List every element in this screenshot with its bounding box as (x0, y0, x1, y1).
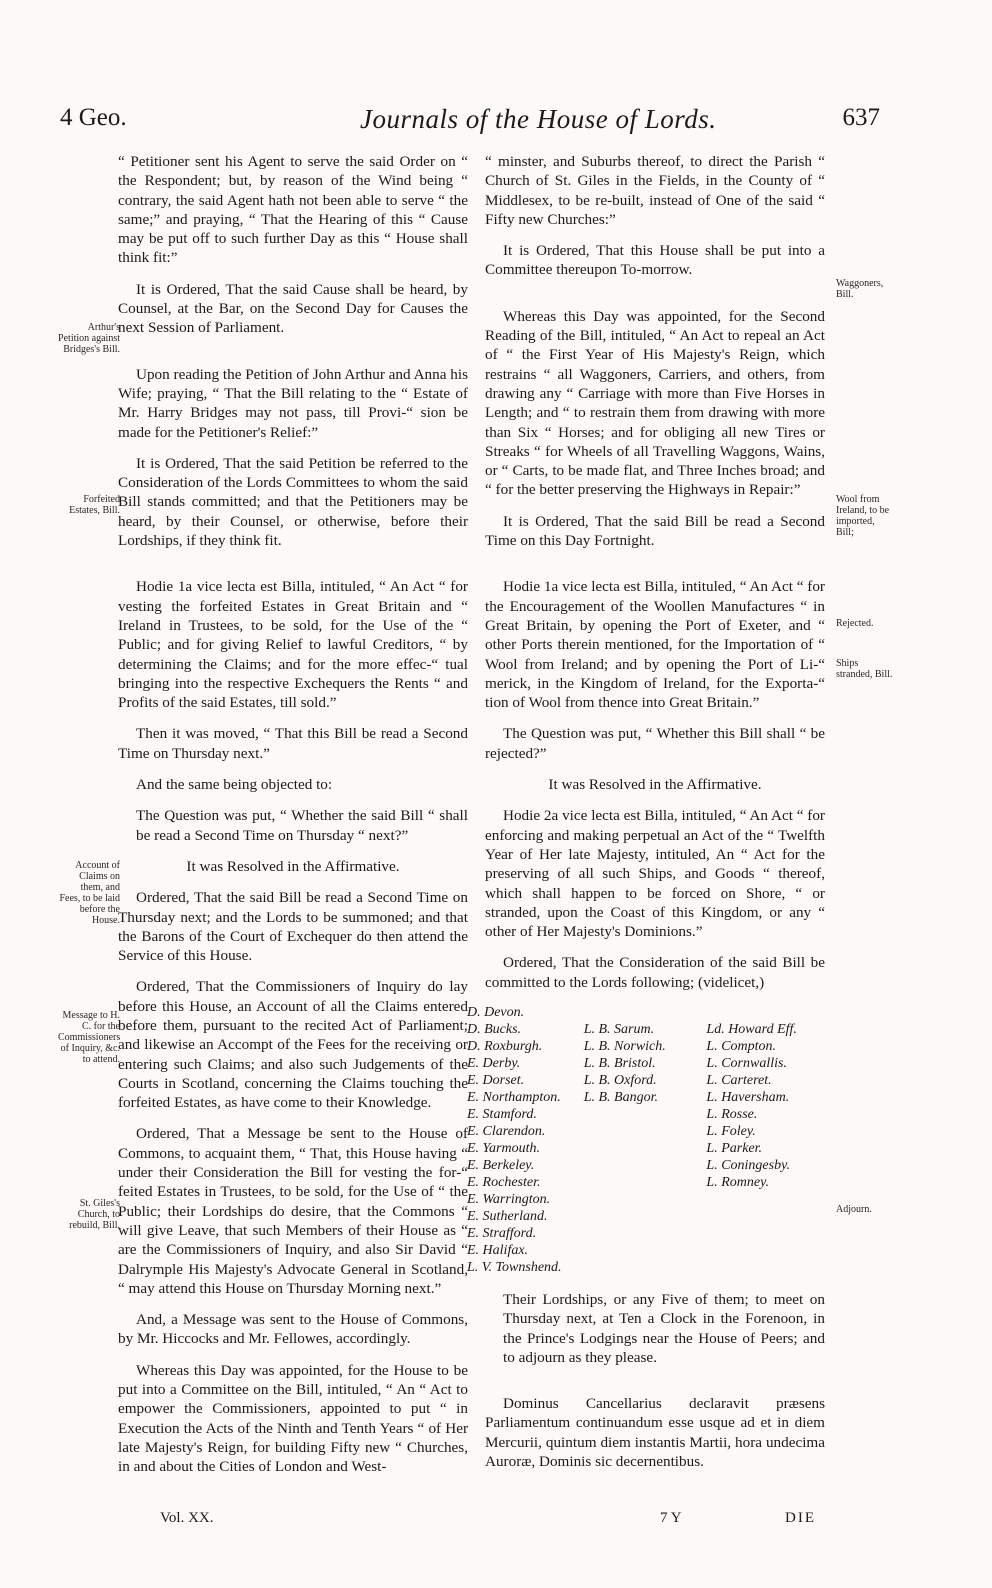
lord-entry: E. Warrington. (467, 1191, 551, 1207)
divider (118, 562, 468, 563)
paragraph: It was Resolved in the Affirmative. (186, 857, 400, 875)
paragraph: Hodie 1a vice lecta est Billa, intituled, “ An Act “ for the Encouragement of the Woollen Manufactures “ in Great Britain, by opening the Port of Exeter, and “ other Ports therein mentioned, for the Importation of “ Wool from Ireland; and by opening the Port of Li-“ merick, in the Kingdom of Ireland, for the Exporta-“ tion of Wool from thence into Great Britain.” (485, 578, 825, 712)
lord-entry: L. Carteret. (706, 1072, 772, 1088)
page-header (60, 104, 880, 144)
paragraph: Hodie 1a vice lecta est Billa, intituled, “ An Act “ for vesting the forfeited Estates in Great Britain and “ Ireland in Trustees, to be sold, for the Use of the “ Public; and for giving Relief to lawful Creditors, “ by determining the Claims; and for the more effec-“ tual bringing into the respective Exchequers the Rents “ and Profits of the said Estates, till sold.” (118, 578, 468, 712)
lord-entry: L. B. Bangor. (583, 1089, 658, 1105)
margin-note: Rejected. (836, 618, 874, 629)
lord-entry: L. Romney. (706, 1174, 770, 1190)
paragraph: It is Ordered, That the said Bill be read a Second Time on this Day Fortnight. (485, 512, 825, 550)
lord-entry: E. Halifax. (467, 1242, 529, 1258)
paragraph: Their Lordships, or any Five of them; to meet on Thursday next, at Ten a Clock in the Forenoon, in the Prince's Lodgings near the House of Peers; and to adjourn as they please. (503, 1290, 825, 1366)
lord-entry: L. Haversham. (706, 1089, 790, 1105)
lord-entry: L. Foley. (706, 1123, 756, 1139)
lord-entry: E. Derby. (467, 1055, 521, 1071)
paragraph: “ minster, and Suburbs thereof, to direct the Parish “ Church of St. Giles in the Fields, in the County of “ Middlesex, to be re-built, instead of One of the said “ Fifty new Churches:” (485, 153, 825, 228)
paragraph: The Question was put, “ Whether the said Bill “ shall be read a Second Time on Thursday “ next?” (136, 807, 468, 844)
paragraph: It is Ordered, That the said Petition be referred to the Consideration of the Lords Committees to whom the said Bill stands committed; and that the Petitioners may be heard, by their Counsel, or otherwise, before their Lordships, if they think fit. (118, 454, 468, 550)
lord-entry: E. Strafford. (467, 1225, 537, 1241)
catchword: DIE (785, 1510, 816, 1526)
paragraph: “ Petitioner sent his Agent to serve the said Order on “ the Respondent; but, by reason of the Wind being “ contrary, the said Agent hath not been able to serve “ the same;” and praying, “ That the Hearing of this “ Cause may be put off to such further Day as this “ House shall think fit:” (118, 153, 468, 267)
lord-entry: D. Roxburgh. (467, 1038, 543, 1054)
lord-entry: D. Bucks. (467, 1021, 522, 1037)
margin-note: Ships stranded, Bill. (836, 658, 893, 680)
lords-column (700, 1004, 825, 1276)
paragraph: And, a Message was sent to the House of Commons, by Mr. Hiccocks and Mr. Fellowes, accordingly. (118, 1311, 468, 1348)
lord-entry: E. Northampton. (467, 1089, 561, 1105)
lord-entry: L. Parker. (706, 1140, 763, 1156)
lords-column (467, 1004, 576, 1276)
lord-entry: L. Rosse. (706, 1106, 758, 1122)
lord-entry: E. Clarendon. (467, 1123, 546, 1139)
journal-title: Journals of the House of Lords. (360, 104, 717, 134)
paragraph: Ordered, That the Consideration of the said Bill be committed to the Lords following; (videlicet,) (485, 954, 825, 991)
signature-mark: 7 Y (660, 1510, 682, 1526)
paragraph: It is Ordered, That this House shall be put into a Committee thereupon To-morrow. (485, 242, 825, 279)
lord-entry: L. B. Sarum. (583, 1021, 655, 1037)
right-column (467, 152, 825, 1483)
lord-entry: E. Yarmouth. (467, 1140, 541, 1156)
paragraph: Ordered, That the Commissioners of Inquiry do lay before this House, an Account of all the Claims entered before them, pursuant to the recited Act of Parliament; and likewise an Accompt of the Fees for the receiving or entering such Claims; and also such Judgements of the Courts in Scotland, concerning the Claims touching the forfeited Estates, as have come to their Knowledge. (118, 978, 468, 1112)
paragraph: Whereas this Day was appointed, for the Second Reading of the Bill, intituled, “ An Act to repeal an Act of “ the First Year of His Majesty's Reign, which restrains “ all Waggoners, Carriers, and others, from drawing any “ Carriage with more than Five Horses in Length; and “ to restrain them from drawing with more than Six “ Horses; and for obliging all new Tires or Streaks “ for Wheels of all Travelling Waggons, Wains, or “ Carts, to be made flat, and Three Inches broad; and “ for the better preserving the Highways in Repair:” (485, 307, 825, 499)
committee-lords-list (467, 1004, 825, 1276)
margin-note: Waggoners, Bill. (836, 278, 884, 300)
left-column (118, 152, 468, 1489)
margin-note: Message to H. C. for the Commissioners of Inquiry, &c. to attend. (58, 1010, 121, 1065)
lords-column (584, 1004, 693, 1276)
divider (485, 562, 825, 563)
divider (118, 350, 468, 351)
margin-note: Wool from Ireland, to be imported, Bill; (836, 494, 890, 538)
paragraph: It was Resolved in the Affirmative. (548, 776, 762, 794)
paragraph: And the same being objected to: (136, 776, 333, 794)
lord-entry: E. Berkeley. (467, 1157, 535, 1173)
lord-entry: Ld. Howard Eff. (706, 1021, 797, 1037)
lord-entry: E. Dorset. (467, 1072, 525, 1088)
paragraph: Then it was moved, “ That this Bill be read a Second Time on Thursday next.” (118, 725, 468, 762)
paragraph: Whereas this Day was appointed, for the House to be put into a Committee on the Bill, intituled, “ An “ Act to empower the Commissioners, appointed to put “ in Execution the Acts of the Ninth and Tenth Years “ of Her late Majesty's Reign, for building Fifty new “ Churches, in and about the Cities of London and West- (118, 1361, 468, 1476)
paragraph: The Question was put, “ Whether this Bill shall “ be rejected?” (485, 725, 825, 762)
lord-entry: D. Devon. (467, 1004, 525, 1020)
divider (485, 292, 825, 293)
lord-entry: L. Coningesby. (706, 1157, 791, 1173)
margin-note: St. Giles's Church, to rebuild, Bill. (69, 1198, 120, 1231)
paragraph: Ordered, That a Message be sent to the House of Commons, to acquaint them, “ That, this House having “ under their Consideration the Bill for vesting the for-“ feited Estates in Trustees, to be sold, for the Use of “ the Public; their Lordships do desire, that the Commons “ will give Leave, that such Members of their House as “ are the Commissioners of Inquiry, and also Sir David “ Dalrymple His Majesty's Advocate General in Scotland, “ may attend this House on Thursday Morning next.” (118, 1125, 468, 1297)
paragraph: Ordered, That the said Bill be read a Second Time on Thursday next; and the Lords to be summoned; and that the Barons of the Court of Exchequer do then attend the Service of this House. (118, 889, 468, 965)
margin-note: Adjourn. (836, 1204, 872, 1215)
lord-entry: L. Cornwallis. (706, 1055, 787, 1071)
lord-entry: E. Stamford. (467, 1106, 537, 1122)
margin-note: Arthur's Petition against Bridges's Bill. (58, 322, 120, 355)
lord-entry: L. B. Bristol. (583, 1055, 656, 1071)
divider (485, 1379, 825, 1380)
paragraph: Upon reading the Petition of John Arthur and Anna his Wife; praying, “ That the Bill relating to the “ Estate of Mr. Harry Bridges may not pass, till Provi-“ sion be made for the Petitioner's Relief:” (118, 365, 468, 441)
lord-entry: L. B. Oxford. (583, 1072, 657, 1088)
paragraph: Dominus Cancellarius declaravit præsens Parliamentum continuandum esse usque ad et in diem Mercurii, quintum diem instantis Martii, hora undecima Auroræ, Dominis sic decernentibus. (485, 1395, 825, 1471)
paragraph: It is Ordered, That the said Cause shall be heard, by Counsel, at the Bar, on the Second Day for Causes the next Session of Parliament. (118, 280, 468, 337)
reign-label: 4 Geo. (60, 104, 127, 131)
lord-entry: L. V. Townshend. (467, 1259, 562, 1275)
margin-note: Forfeited Estates, Bill. (69, 494, 120, 516)
lord-entry: E. Sutherland. (467, 1208, 548, 1224)
lord-entry: L. B. Norwich. (583, 1038, 666, 1054)
lord-entry: E. Rochester. (467, 1174, 541, 1190)
paragraph: Hodie 2a vice lecta est Billa, intituled, “ An Act “ for enforcing and making perpetual an Act of the “ Twelfth Year of Her late Majesty, intituled, An “ Act for the preserving of all such Ships, and Goods “ thereof, which shall happen to be forced on Shore, “ or stranded, upon the Coast of this Kingdom, or any “ other of Her Majesty's Dominions.” (485, 807, 825, 941)
page-number: 637 (842, 104, 880, 131)
lord-entry: L. Compton. (706, 1038, 777, 1054)
volume-label: Vol. XX. (160, 1510, 214, 1526)
margin-note: Account of Claims on them, and Fees, to be laid before the House. (59, 860, 120, 926)
